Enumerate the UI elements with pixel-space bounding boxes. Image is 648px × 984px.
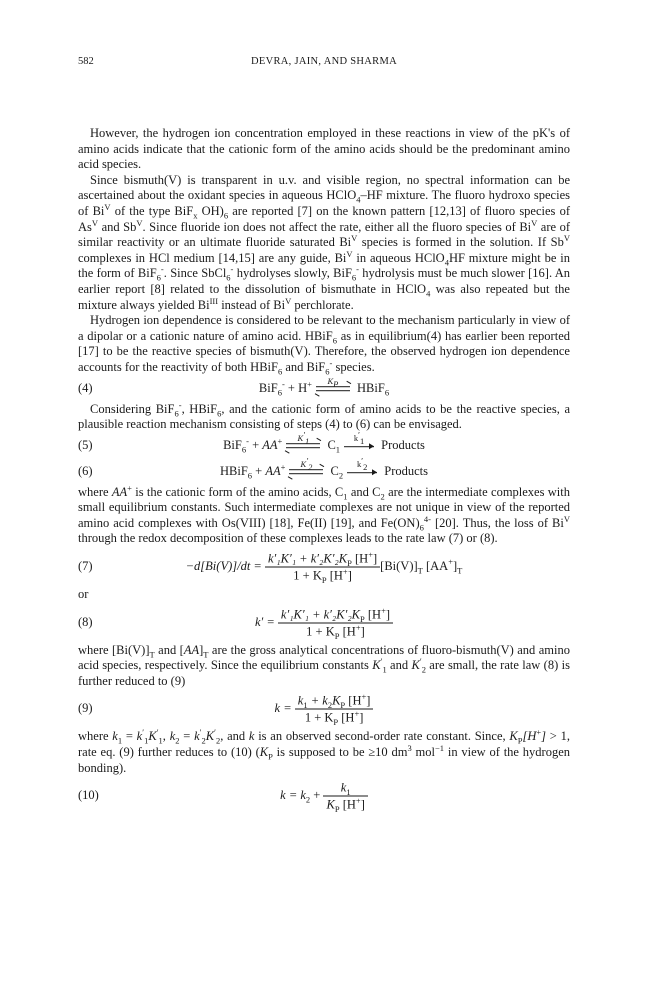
paragraph-4: Considering BiF$_6$-, HBiF$_6$, and the cationic form of amino acids to be the reactive species, a plausible reaction mechanism consisting of steps (4) to (6) can be envisaged. — [78, 399, 570, 432]
page-number: 582 — [78, 56, 94, 67]
fraction: $\frac{k'_1K'_1 + k'_2K'_2K_P [H^+]}{1 + K_P [H^+]}$ — [265, 551, 380, 584]
equation-6: (6) HBiF$_6$ + AA+ $K'_2$ $C_2$ $k'_2$ Products — [78, 455, 429, 481]
equation-5: (5) BiF$_6$- + AA+ $K'_1$ $C_1$ $k'_1$ Products — [78, 429, 425, 455]
paragraph-1: However, the hydrogen ion concentration employed in these reactions in view of the pK's of amino acids indicate that the cationic form of the amino acids should be the predominant amino acid species. — [78, 126, 570, 172]
paragraph-3: Hydrogen ion dependence is considered to be relevant to the mechanism particularly in view of a dipolar or a cationic nature of amino acid. HBiF$_6$ as in equilibrium(4) has earlier been reported [17] to be the reactive species of bismuth(V). Therefore, the observed hydrogen ion dependence accounts for the reactivity of both HBiF$_6$ and BiF$_6$- species. — [78, 313, 570, 377]
fraction: $\frac{k'_1K'_1 + k'_2K'_2K_P [H^+]}{1 + K_P [H^+]}$ — [278, 606, 393, 639]
body-text — [78, 126, 570, 816]
equation-9: (9) k = $\frac{k_1 + k_2K_P [H^+]}{1 + K_P [H^+]}$ — [78, 689, 570, 729]
equation-8: (8) k′ = $\frac{k'_1K'_1 + k'_2K'_2K_P [H^+]}{1 + K_P [H^+]}$ — [78, 603, 570, 643]
or-text: or — [78, 587, 89, 602]
paragraph-7: where $k_1 = k'_1K'_1$, $k_2 = k'_2K'_2$, and k is an observed second-order rate constant. Since, $K_P[H^+] > 1$, rate eq. (9) further reduces to (10) ($K_P$ is supposed to be ≥10 $dm^3$ mol$^{-1}$ in view of the hydrogen bonding). — [78, 727, 571, 775]
running-head: DEVRA, JAIN, AND SHARMA — [250, 56, 398, 67]
paragraph-5: where AA+ is the cationic form of the amino acids, $C_1$ and $C_2$ are the intermediate complexes with small equilibrium constants. Such intermediate complexes are not unique in view of the reported amino acid complexes with Os(VIII) [18], Fe(II) [19], and $Fe(ON)_6^{4-}$ [20]. Thus, the loss of $Bi^V$ through the redox decomposition of these complexes leads to the rate law (7) or (8). — [78, 482, 571, 546]
reaction-arrow-icon: $k'_2$ — [347, 466, 377, 478]
equation-4: (4) BiF$_6$- + H+ $K_P$ HBiF$_6$ — [78, 375, 390, 398]
equilibrium-arrow-icon: $K'_1$ — [286, 440, 320, 452]
paragraph-2: Since bismuth(V) is transparent in u.v. and visible region, no spectral information can be ascertained about the oxidant species in aqueous HClO$_4$–HF mixture. The fluoro hydroxo species of $Bi^V$ of the type BiF$_x$ $OH)_6$ are reported [7] on the known pattern [12,13] of fluoro species of $As^V$ and $Sb^V$. Since fluoride ion does not affect the rate, either all the fluoro species of $Bi^V$ are of similar reactivity or an ultimate fluoride saturated $Bi^V$ species is formed in the solution. If $Sb^V$ complexes in HCl medium [14,15] are any guide, $Bi^V$ in aqueous HClO$_4$HF mixture might be in the form of BiF$_6$-. Since SbCl$_6$- hydrolyses slowly, BiF$_6$- hydrolysis must be much slower [16]. An earlier report [8] related to the dissolution of bismuthate in HClO$_4$ was also repeated but the mixture always yielded $Bi^{III}$ instead of $Bi^V$ perchlorate. — [78, 172, 571, 312]
fraction: $\frac{k_1 + k_2K_P [H^+]}{1 + K_P [H^+]}$ — [295, 693, 374, 726]
fraction: $\frac{k_1}{K_P [H^+]}$ — [323, 780, 367, 813]
running-header — [78, 56, 570, 70]
equation-number: (4) — [78, 380, 93, 395]
equation-7: (7) −d[Bi(V)]/dt = $\frac{k'_1K'_1 + k'_2K'_2K_P [H^+]}{1 + K_P [H^+]}$ $[Bi(V)]_T$ $[AA^+]_T$ — [78, 549, 463, 586]
equation-10: (10) $k = k_2$ + $\frac{k_1}{K_P [H^+]}$ — [78, 776, 570, 816]
equilibrium-arrow-icon: $K_P$ — [316, 383, 350, 395]
reaction-arrow-icon: $k'_1$ — [344, 440, 374, 452]
paragraph-6: where $[Bi(V)]_T$ and $[AA]_T$ are the gross analytical concentrations of fluoro-bismuth(V) and amino acid species, respectively. Since the equilibrium constants $K'_1$ and $K'_2$ are small, the rate law (8) is further reduced to (9) — [78, 642, 570, 688]
equilibrium-arrow-icon: $K'_2$ — [289, 466, 323, 478]
